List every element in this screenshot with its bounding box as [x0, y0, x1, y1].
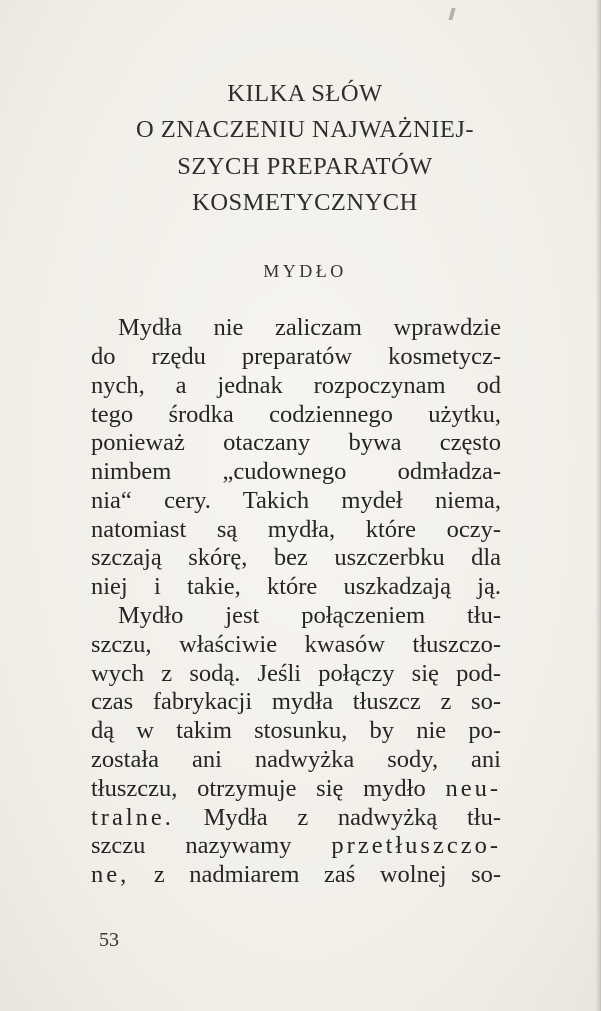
emphasis-przetluszczone-part1: przetłuszczo-	[331, 832, 501, 859]
emphasis-przetluszczone-part2: ne,	[91, 861, 130, 888]
body-line: nia“ cery. Takich mydeł niema,	[91, 487, 501, 514]
body-line: tego środka codziennego użytku,	[91, 401, 501, 428]
body-line: wych z sodą. Jeśli połączy się pod-	[91, 660, 501, 687]
page-number: 53	[99, 929, 119, 951]
page-edge-shadow	[595, 0, 601, 1011]
ink-spot	[448, 8, 455, 20]
body-line: Mydło jest połączeniem tłu-	[118, 602, 501, 629]
body-line	[91, 834, 501, 859]
body-line: natomiast są mydła, które oczy-	[91, 516, 501, 543]
body-line	[91, 777, 501, 802]
emphasis-neutralne-part2: tralne.	[91, 804, 174, 831]
chapter-title-line-1: KILKA SŁÓW	[227, 80, 383, 107]
body-line: czas fabrykacji mydła tłuszcz z so-	[91, 688, 501, 715]
body-line: Mydła nie zaliczam wprawdzie	[118, 314, 501, 341]
body-line: do rzędu preparatów kosmetycz-	[91, 343, 501, 370]
body-line	[91, 806, 501, 831]
body-line: ponieważ otaczany bywa często	[91, 429, 501, 456]
body-line	[91, 863, 501, 888]
body-line: została ani nadwyżka sody, ani	[91, 746, 501, 773]
body-text-fragment: szczu nazywamy	[91, 832, 292, 859]
body-line: szczają skórę, bez uszczerbku dla	[91, 544, 501, 571]
emphasis-neutralne-part1: neu-	[445, 775, 502, 802]
chapter-title-line-3: SZYCH PREPARATÓW	[177, 153, 433, 180]
body-text-fragment: tłuszczu, otrzymuje się mydło	[91, 775, 426, 802]
body-line: niej i takie, które uszkadzają ją.	[91, 573, 501, 600]
body-text-fragment: Mydła z nadwyżką tłu-	[203, 804, 501, 831]
body-line: nimbem „cudownego odmładza-	[91, 458, 501, 485]
body-line: nych, a jednak rozpoczynam od	[91, 372, 501, 399]
chapter-title-line-4: KOSMETYCZNYCH	[192, 189, 418, 216]
body-text-fragment: z nadmiarem zaś wolnej so-	[153, 861, 502, 888]
chapter-title-line-2: O ZNACZENIU NAJWAŻNIEJ-	[135, 116, 475, 143]
section-title: MYDŁO	[263, 261, 347, 281]
body-line: szczu, właściwie kwasów tłuszczo-	[91, 631, 501, 658]
body-line: dą w takim stosunku, by nie po-	[91, 717, 501, 744]
